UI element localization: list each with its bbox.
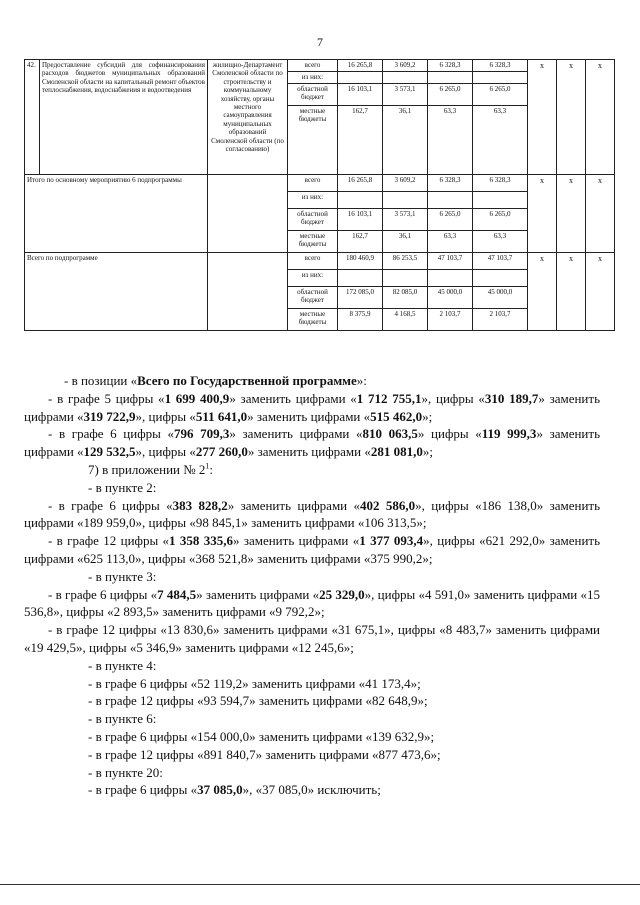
amend-line: - в пункте 20: [88,764,163,780]
value-cell: 47 103,7 [428,253,473,270]
bold-fragment: 277 260,0 [195,444,248,460]
value-cell: 47 103,7 [473,253,528,270]
value-cell: 63,3 [428,231,473,253]
x-cell: x [557,175,586,253]
bold-fragment: 319 722,9 [83,408,136,424]
value-cell: 4 168,5 [383,309,428,331]
amend-line: - в пункте 3: [88,568,157,584]
value-cell: 162,7 [338,106,383,175]
text-fragment: » заменить цифрами « [247,444,371,460]
text-fragment: » заменить цифрами « [229,390,357,406]
text-fragment: - в графе 6 цифры « [48,426,175,442]
value-cell: 36,1 [383,231,428,253]
amend-line [64,372,600,390]
text-fragment: », цифры « [135,444,196,460]
amend-line [64,781,600,799]
source-label: всего [288,60,338,72]
text-fragment: » заменить цифрами « [196,586,320,602]
table-row [25,175,615,192]
value-cell [338,270,383,287]
value-cell [383,72,428,84]
amend-paragraph [24,586,600,622]
text-fragment: » заменить цифрами « [232,533,360,549]
text-fragment: - в графе 6 цифры « [48,497,173,513]
value-cell: 180 460,9 [338,253,383,270]
x-cell: x [586,175,615,253]
bold-fragment: 1 712 755,1 [356,390,422,406]
table-row [25,60,615,72]
value-cell [473,192,528,209]
amendments-text [24,372,601,799]
x-cell: x [528,253,557,331]
value-cell: 162,7 [338,231,383,253]
value-cell: 2 103,7 [428,309,473,331]
source-label: из них: [288,72,338,84]
text-fragment: », цифры «186 138,0» заменить цифрами «189 959,0», цифры «98 845,1» заменить цифрами «106 313,5»; [24,497,601,531]
text-fragment: », цифры «4 591,0» заменить цифрами «15 536,8», цифры «2 893,5» заменить цифрами «9 792,2»; [24,586,601,620]
source-label: всего [288,253,338,270]
text-fragment: - в позиции « [64,373,138,388]
bold-fragment: 1 358 335,6 [169,533,233,549]
bold-fragment: Всего по Государственной программе [137,373,357,388]
value-cell: 6 328,3 [473,175,528,192]
bold-fragment: 511 641,0 [195,408,248,424]
text-fragment: - в графе 5 цифры « [48,390,165,406]
value-cell: 8 375,9 [338,309,383,331]
value-cell: 16 265,8 [338,175,383,192]
amend-paragraph [24,425,600,461]
value-cell: 6 265,0 [428,209,473,231]
value-cell [473,72,528,84]
value-cell [383,270,428,287]
value-cell [473,270,528,287]
value-cell: 172 085,0 [338,287,383,309]
value-cell: 6 328,3 [428,60,473,72]
text-fragment: » заменить цифрами « [229,426,363,442]
bold-fragment: 129 532,5 [83,444,136,460]
source-label: местные бюджеты [288,106,338,175]
text-fragment: » заменить цифрами « [24,426,600,460]
text-fragment: », «37 085,0» исключить; [242,782,381,798]
table-row [25,253,615,270]
source-label: из них: [288,270,338,287]
text-fragment: »; [422,408,433,424]
value-cell [383,192,428,209]
value-cell [428,270,473,287]
x-cell: x [557,60,586,175]
value-cell: 63,3 [473,231,528,253]
text-fragment: »: [356,373,367,388]
value-cell [428,192,473,209]
total-measure-label: Итого по основному мероприятию 6 подпрограммы [25,175,208,253]
text-fragment: : [209,461,214,477]
value-cell: 6 328,3 [473,60,528,72]
amend-line: - в пункте 6: [88,711,157,727]
value-cell: 63,3 [473,106,528,175]
value-cell [338,192,383,209]
text-fragment: », цифры « [135,408,196,424]
text-fragment: » заменить цифрами « [247,408,371,424]
source-label: местные бюджеты [288,231,338,253]
bold-fragment: 383 828,2 [172,497,228,513]
x-cell: x [586,253,615,331]
bold-fragment: 310 189,7 [484,390,539,406]
text-fragment: - в графе 6 цифры « [48,586,158,602]
measure-name: Предоставление субсидий для софинансирования расходов бюджетов муниципальных образований Смоленской области на капитальный ремонт объектов теплоснабжения, водоснабжения и водоотведения [40,60,208,175]
page-number: 7 [317,35,323,49]
text-fragment: » заменить цифрами « [24,390,600,424]
value-cell: 3 573,1 [383,209,428,231]
bold-fragment: 37 085,0 [197,782,243,798]
x-cell: x [557,253,586,331]
source-label: из них: [288,192,338,209]
text-fragment: - в графе 6 цифры « [88,782,198,798]
value-cell: 3 609,2 [383,60,428,72]
value-cell [428,72,473,84]
amend-line: - в графе 12 цифры «891 840,7» заменить цифрами «877 473,6»; [88,746,441,762]
executor: жилищно-Департамент Смоленской области по строительству и коммунальному хозяйству, органы местного самоуправления муниципальных образований Смоленской области (по согласованию) [208,60,288,175]
amend-paragraph: - в графе 12 цифры «13 830,6» заменить цифрами «31 675,1», цифры «8 483,7» заменить цифрами «19 429,5», цифры «5 346,9» заменить цифрами «12 245,6»; [24,622,600,655]
value-cell: 2 103,7 [473,309,528,331]
amend-paragraph [24,497,600,533]
amend-line: - в пункте 2: [88,479,157,495]
amend-line: - в графе 6 цифры «52 119,2» заменить цифрами «41 173,4»; [88,675,421,691]
empty-cell [208,175,288,253]
value-cell [338,72,383,84]
amend-line: - в пункте 4: [88,657,157,673]
bold-fragment: 119 999,3 [481,426,537,442]
bold-fragment: 515 462,0 [370,408,423,424]
superscript: 1 [205,461,210,471]
value-cell: 36,1 [383,106,428,175]
source-label: областной бюджет [288,209,338,231]
amend-line: - в графе 12 цифры «93 594,7» заменить цифрами «82 648,9»; [88,693,428,709]
text-fragment: » цифры « [417,426,482,442]
value-cell: 3 609,2 [383,175,428,192]
bold-fragment: 7 484,5 [157,586,197,602]
subprogram-total-label: Всего по подпрограмме [25,253,208,331]
amend-paragraph [24,390,600,426]
budget-table [24,59,615,331]
text-fragment: » заменить цифрами « [227,497,360,513]
source-label: местные бюджеты [288,309,338,331]
amend-line [64,461,600,479]
amend-paragraph [24,532,600,568]
value-cell: 6 265,0 [473,209,528,231]
value-cell: 82 085,0 [383,287,428,309]
x-cell: x [586,60,615,175]
value-cell: 16 265,8 [338,60,383,72]
bold-fragment: 796 709,3 [174,426,230,442]
text-fragment: »; [422,444,433,460]
value-cell: 16 103,1 [338,209,383,231]
value-cell: 6 328,3 [428,175,473,192]
value-cell: 6 265,0 [428,84,473,106]
value-cell: 16 103,1 [338,84,383,106]
bold-fragment: 1 699 400,9 [164,390,230,406]
value-cell: 45 000,0 [428,287,473,309]
x-cell: x [528,175,557,253]
bold-fragment: 402 586,0 [360,497,416,513]
text-fragment: - в графе 12 цифры « [48,533,170,549]
value-cell: 86 253,5 [383,253,428,270]
amend-line: - в графе 6 цифры «154 000,0» заменить цифрами «139 632,9»; [88,728,435,744]
value-cell: 6 265,0 [473,84,528,106]
value-cell: 63,3 [428,106,473,175]
source-label: областной бюджет [288,84,338,106]
text-fragment: », цифры « [421,390,485,406]
bold-fragment: 281 081,0 [370,444,423,460]
bold-fragment: 1 377 093,4 [359,533,424,549]
row-number: 42. [25,60,40,175]
bold-fragment: 810 063,5 [362,426,418,442]
value-cell: 45 000,0 [473,287,528,309]
source-label: всего [288,175,338,192]
source-label: областной бюджет [288,287,338,309]
text-fragment: 7) в приложении № 2 [88,461,206,477]
x-cell: x [528,60,557,175]
text-fragment: », цифры «621 292,0» заменить цифрами «625 113,0», цифры «368 521,8» заменить цифрами «375 990,2»; [24,533,601,566]
bold-fragment: 25 329,0 [319,586,365,602]
footer-divider [0,884,640,885]
value-cell: 3 573,1 [383,84,428,106]
empty-cell [208,253,288,331]
